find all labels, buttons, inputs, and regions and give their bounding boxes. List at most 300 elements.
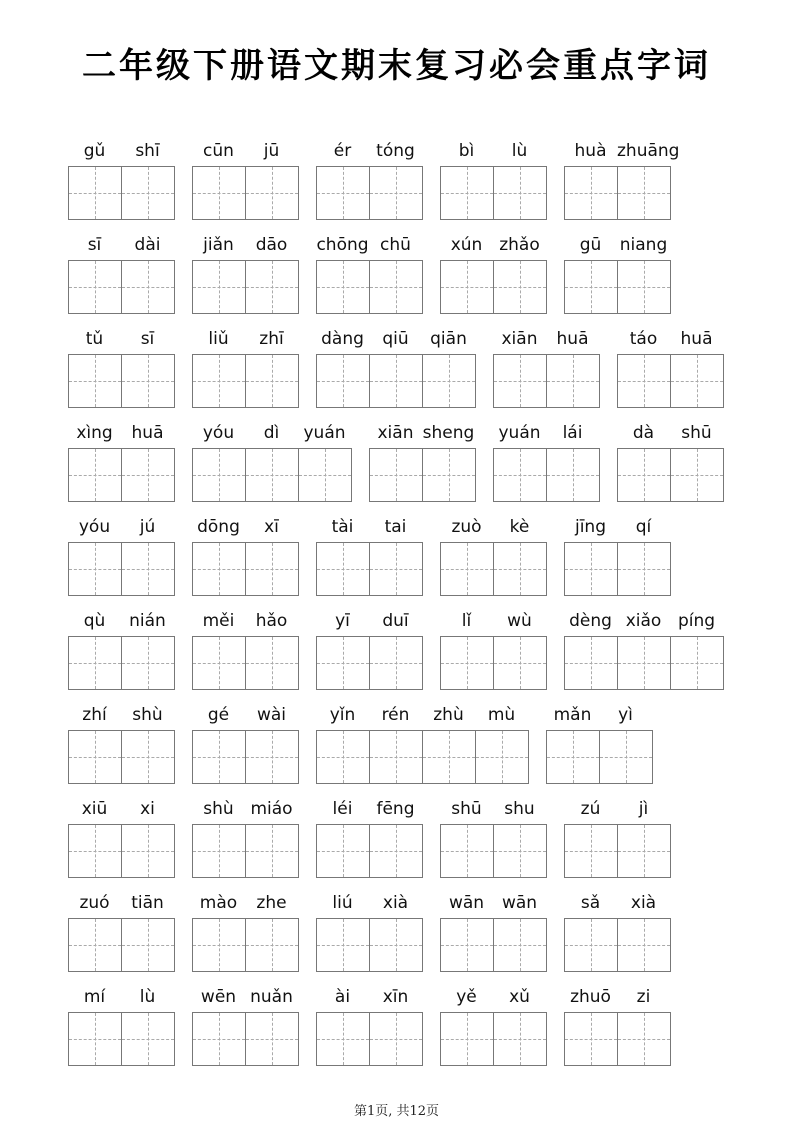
tianzige-box[interactable] <box>193 542 246 596</box>
pinyin-syllable: tóng <box>376 141 415 161</box>
tianzige-box[interactable] <box>618 448 671 502</box>
word-group <box>68 420 175 502</box>
tianzige-box[interactable] <box>494 1012 547 1066</box>
word-group <box>192 514 299 596</box>
tianzige-box[interactable] <box>494 354 547 408</box>
tianzige-box[interactable] <box>547 354 600 408</box>
tianzige-box[interactable] <box>193 1012 246 1066</box>
writing-boxes <box>316 918 423 972</box>
pinyin-syllable: dōng <box>197 517 240 537</box>
pinyin-syllable: fēng <box>376 799 415 819</box>
tianzige-box[interactable] <box>618 354 671 408</box>
tianzige-box[interactable] <box>423 448 476 502</box>
writing-boxes <box>617 448 724 502</box>
tianzige-box[interactable] <box>600 730 653 784</box>
pinyin-line <box>192 138 299 166</box>
tianzige-box[interactable] <box>193 636 246 690</box>
word-group <box>440 984 547 1066</box>
pinyin-line <box>68 984 175 1012</box>
pinyin-syllable: cūn <box>203 141 234 161</box>
word-group <box>546 702 653 784</box>
word-group <box>68 702 175 784</box>
tianzige-box[interactable] <box>423 730 476 784</box>
pinyin-line <box>192 890 299 918</box>
pinyin-syllable: yǐn <box>329 705 356 725</box>
tianzige-box[interactable] <box>618 166 671 220</box>
tianzige-box[interactable] <box>671 636 724 690</box>
writing-boxes <box>440 542 547 596</box>
tianzige-box[interactable] <box>122 542 175 596</box>
tianzige-box[interactable] <box>370 542 423 596</box>
writing-boxes <box>440 166 547 220</box>
word-group <box>68 514 175 596</box>
tianzige-box[interactable] <box>246 448 299 502</box>
tianzige-box[interactable] <box>317 636 370 690</box>
pinyin-syllable: yóu <box>202 423 235 443</box>
pinyin-syllable: dà <box>632 423 655 443</box>
writing-boxes <box>493 448 600 502</box>
tianzige-box[interactable] <box>299 448 352 502</box>
pinyin-syllable: kè <box>509 517 530 537</box>
tianzige-box[interactable] <box>441 918 494 972</box>
tianzige-box[interactable] <box>246 636 299 690</box>
tianzige-box[interactable] <box>547 730 600 784</box>
pinyin-syllable: xià <box>382 893 409 913</box>
pinyin-syllable: huā <box>680 329 713 349</box>
writing-boxes <box>564 542 671 596</box>
page-footer: 第1页, 共12页 <box>353 1104 440 1119</box>
tianzige-box[interactable] <box>69 542 122 596</box>
pinyin-syllable: nuǎn <box>250 987 293 1007</box>
tianzige-box[interactable] <box>317 354 370 408</box>
word-group <box>192 138 299 220</box>
pinyin-syllable: nián <box>129 611 166 631</box>
writing-boxes <box>564 1012 671 1066</box>
word-group <box>493 420 600 502</box>
writing-boxes <box>192 1012 299 1066</box>
tianzige-box[interactable] <box>370 166 423 220</box>
tianzige-box[interactable] <box>246 166 299 220</box>
tianzige-box[interactable] <box>370 918 423 972</box>
pinyin-syllable: yě <box>456 987 477 1007</box>
word-group <box>440 514 547 596</box>
tianzige-box[interactable] <box>122 166 175 220</box>
pinyin-line <box>564 608 724 636</box>
writing-boxes <box>192 730 299 784</box>
tianzige-box[interactable] <box>193 260 246 314</box>
pinyin-syllable: hǎo <box>255 611 288 631</box>
tianzige-box[interactable] <box>246 354 299 408</box>
pinyin-line <box>493 420 600 448</box>
writing-boxes <box>192 542 299 596</box>
pinyin-syllable: yī <box>335 611 350 631</box>
pinyin-syllable: xiǎo <box>625 611 662 631</box>
pinyin-line <box>564 514 671 542</box>
word-group <box>316 232 423 314</box>
tianzige-box[interactable] <box>671 354 724 408</box>
tianzige-box[interactable] <box>246 260 299 314</box>
pinyin-line <box>68 702 175 730</box>
pinyin-line <box>68 514 175 542</box>
tianzige-box[interactable] <box>193 918 246 972</box>
writing-boxes <box>546 730 653 784</box>
writing-boxes <box>68 166 175 220</box>
pinyin-syllable: huā <box>131 423 164 443</box>
word-group <box>316 984 423 1066</box>
writing-boxes <box>316 354 476 408</box>
pinyin-syllable: zhuō <box>570 987 611 1007</box>
tianzige-box[interactable] <box>122 824 175 878</box>
pinyin-syllable: jì <box>638 799 649 819</box>
pinyin-syllable: lǐ <box>461 611 472 631</box>
tianzige-box[interactable] <box>565 918 618 972</box>
pinyin-syllable: dài <box>134 235 161 255</box>
pinyin-syllable: xiū <box>81 799 108 819</box>
pinyin-line <box>316 514 423 542</box>
writing-boxes <box>564 918 671 972</box>
pinyin-syllable: jū <box>263 141 280 161</box>
writing-boxes <box>440 824 547 878</box>
word-group <box>192 326 299 408</box>
pinyin-line <box>192 232 299 260</box>
pinyin-line <box>440 608 547 636</box>
tianzige-box[interactable] <box>565 166 618 220</box>
pinyin-syllable: xīn <box>382 987 409 1007</box>
pinyin-line <box>192 608 299 636</box>
writing-boxes <box>440 1012 547 1066</box>
tianzige-box[interactable] <box>193 354 246 408</box>
pinyin-syllable: niang <box>619 235 668 255</box>
writing-boxes <box>316 730 529 784</box>
pinyin-line <box>68 890 175 918</box>
tianzige-box[interactable] <box>246 1012 299 1066</box>
pinyin-syllable: tài <box>331 517 354 537</box>
pinyin-line <box>192 702 299 730</box>
pinyin-syllable: lù <box>139 987 156 1007</box>
pinyin-syllable: shu <box>504 799 535 819</box>
tianzige-box[interactable] <box>246 730 299 784</box>
pinyin-line <box>316 608 423 636</box>
pinyin-syllable: xià <box>630 893 657 913</box>
tianzige-box[interactable] <box>69 1012 122 1066</box>
tianzige-box[interactable] <box>618 918 671 972</box>
tianzige-box[interactable] <box>618 636 671 690</box>
tianzige-box[interactable] <box>441 542 494 596</box>
writing-boxes <box>68 542 175 596</box>
word-group <box>68 890 175 972</box>
pinyin-line <box>316 232 423 260</box>
pinyin-syllable: yì <box>618 705 633 725</box>
word-group <box>440 608 547 690</box>
tianzige-box[interactable] <box>69 354 122 408</box>
tianzige-box[interactable] <box>618 1012 671 1066</box>
pinyin-syllable: chū <box>380 235 411 255</box>
writing-boxes <box>68 1012 175 1066</box>
tianzige-box[interactable] <box>494 542 547 596</box>
writing-boxes <box>440 636 547 690</box>
pinyin-syllable: wài <box>256 705 287 725</box>
writing-boxes <box>369 448 476 502</box>
word-group <box>564 890 671 972</box>
word-group <box>369 420 476 502</box>
writing-boxes <box>68 824 175 878</box>
tianzige-box[interactable] <box>494 166 547 220</box>
pinyin-syllable: zuò <box>451 517 482 537</box>
pinyin-syllable: zhuāng <box>617 141 680 161</box>
word-group <box>68 608 175 690</box>
pinyin-syllable: shù <box>203 799 234 819</box>
pinyin-line <box>440 514 547 542</box>
pinyin-line <box>316 138 423 166</box>
word-group <box>192 608 299 690</box>
word-group <box>564 796 671 878</box>
pinyin-syllable: táo <box>629 329 658 349</box>
tianzige-box[interactable] <box>122 354 175 408</box>
tianzige-box[interactable] <box>618 542 671 596</box>
tianzige-box[interactable] <box>370 636 423 690</box>
pinyin-line <box>316 326 476 354</box>
writing-boxes <box>617 354 724 408</box>
writing-boxes <box>68 260 175 314</box>
pinyin-syllable: huà <box>574 141 607 161</box>
pinyin-syllable: shū <box>451 799 482 819</box>
word-group <box>316 608 423 690</box>
tianzige-box[interactable] <box>69 636 122 690</box>
writing-boxes <box>192 354 299 408</box>
pinyin-line <box>316 890 423 918</box>
tianzige-box[interactable] <box>122 636 175 690</box>
pinyin-syllable: lù <box>511 141 528 161</box>
pinyin-line <box>192 420 352 448</box>
word-group <box>564 138 680 220</box>
writing-boxes <box>68 636 175 690</box>
pinyin-syllable: zú <box>580 799 601 819</box>
writing-boxes <box>564 260 671 314</box>
pinyin-syllable: shù <box>132 705 163 725</box>
tianzige-box[interactable] <box>246 824 299 878</box>
word-group <box>564 232 671 314</box>
tianzige-box[interactable] <box>441 1012 494 1066</box>
pinyin-syllable: xún <box>450 235 483 255</box>
word-group <box>564 608 724 690</box>
writing-boxes <box>564 636 724 690</box>
pinyin-syllable: sheng <box>422 423 475 443</box>
word-group <box>440 232 547 314</box>
tianzige-box[interactable] <box>122 918 175 972</box>
pinyin-line <box>316 796 423 824</box>
tianzige-box[interactable] <box>441 636 494 690</box>
word-group <box>192 702 299 784</box>
tianzige-box[interactable] <box>370 1012 423 1066</box>
tianzige-box[interactable] <box>494 824 547 878</box>
tianzige-box[interactable] <box>565 260 618 314</box>
pinyin-syllable: shū <box>681 423 712 443</box>
writing-boxes <box>192 260 299 314</box>
pinyin-syllable: shī <box>135 141 160 161</box>
pinyin-syllable: píng <box>677 611 716 631</box>
tianzige-box[interactable] <box>565 542 618 596</box>
tianzige-box[interactable] <box>565 1012 618 1066</box>
tianzige-box[interactable] <box>618 260 671 314</box>
tianzige-box[interactable] <box>565 636 618 690</box>
word-group <box>564 984 671 1066</box>
tianzige-box[interactable] <box>193 448 246 502</box>
word-group <box>316 514 423 596</box>
pinyin-syllable: gū <box>579 235 602 255</box>
pinyin-syllable: tǔ <box>85 329 104 349</box>
writing-boxes <box>316 824 423 878</box>
pinyin-syllable: xī <box>264 517 279 537</box>
word-group <box>493 326 600 408</box>
writing-boxes <box>192 448 352 502</box>
tianzige-box[interactable] <box>317 1012 370 1066</box>
pinyin-syllable: yuán <box>498 423 541 443</box>
pinyin-syllable: lái <box>562 423 583 443</box>
pinyin-line <box>564 890 671 918</box>
word-group <box>192 796 299 878</box>
pinyin-syllable: chōng <box>316 235 369 255</box>
pinyin-syllable: měi <box>202 611 235 631</box>
pinyin-syllable: gǔ <box>83 141 106 161</box>
tianzige-box[interactable] <box>441 824 494 878</box>
pinyin-line <box>440 232 547 260</box>
tianzige-box[interactable] <box>671 448 724 502</box>
tianzige-box[interactable] <box>193 824 246 878</box>
pinyin-syllable: qiān <box>430 329 467 349</box>
word-group <box>440 138 547 220</box>
word-group <box>316 702 529 784</box>
pinyin-syllable: huā <box>556 329 589 349</box>
pinyin-syllable: yóu <box>78 517 111 537</box>
pinyin-syllable: léi <box>332 799 353 819</box>
tianzige-box[interactable] <box>317 260 370 314</box>
word-group <box>440 796 547 878</box>
pinyin-line <box>564 138 680 166</box>
pinyin-syllable: liú <box>332 893 353 913</box>
tianzige-box[interactable] <box>370 448 423 502</box>
word-group <box>617 326 724 408</box>
writing-boxes <box>564 166 671 220</box>
tianzige-box[interactable] <box>494 260 547 314</box>
word-group <box>192 984 299 1066</box>
page-title: 二年级下册语文期末复习必会重点字词 <box>82 46 711 86</box>
tianzige-box[interactable] <box>441 166 494 220</box>
pinyin-syllable: sī <box>140 329 155 349</box>
tianzige-box[interactable] <box>317 730 370 784</box>
tianzige-box[interactable] <box>370 354 423 408</box>
tianzige-box[interactable] <box>370 824 423 878</box>
pinyin-syllable: miáo <box>250 799 293 819</box>
word-group <box>564 514 671 596</box>
tianzige-box[interactable] <box>476 730 529 784</box>
tianzige-box[interactable] <box>317 824 370 878</box>
pinyin-syllable: xi <box>140 799 155 819</box>
tianzige-box[interactable] <box>317 918 370 972</box>
pinyin-syllable: sǎ <box>580 893 601 913</box>
pinyin-line <box>564 796 671 824</box>
tianzige-box[interactable] <box>193 166 246 220</box>
pinyin-line <box>192 796 299 824</box>
pinyin-syllable: zhǎo <box>499 235 540 255</box>
pinyin-line <box>493 326 600 354</box>
writing-boxes <box>564 824 671 878</box>
tianzige-box[interactable] <box>494 636 547 690</box>
pinyin-line <box>617 326 724 354</box>
tianzige-box[interactable] <box>69 448 122 502</box>
pinyin-syllable: dàng <box>321 329 364 349</box>
tianzige-box[interactable] <box>441 260 494 314</box>
pinyin-line <box>192 326 299 354</box>
pinyin-syllable: jīng <box>574 517 606 537</box>
word-group <box>316 138 423 220</box>
pinyin-syllable: zhí <box>82 705 107 725</box>
tianzige-box[interactable] <box>246 542 299 596</box>
pinyin-syllable: yuán <box>303 423 346 443</box>
pinyin-syllable: wān <box>448 893 485 913</box>
word-group <box>316 326 476 408</box>
pinyin-syllable: zi <box>636 987 651 1007</box>
tianzige-box[interactable] <box>122 448 175 502</box>
tianzige-box[interactable] <box>317 542 370 596</box>
tianzige-box[interactable] <box>246 918 299 972</box>
tianzige-box[interactable] <box>69 824 122 878</box>
pinyin-syllable: mù <box>487 705 516 725</box>
tianzige-box[interactable] <box>69 166 122 220</box>
tianzige-box[interactable] <box>122 730 175 784</box>
tianzige-box[interactable] <box>370 260 423 314</box>
tianzige-box[interactable] <box>547 448 600 502</box>
pinyin-syllable: jú <box>139 517 156 537</box>
tianzige-box[interactable] <box>423 354 476 408</box>
tianzige-box[interactable] <box>122 1012 175 1066</box>
pinyin-line <box>68 326 175 354</box>
pinyin-syllable: jiǎn <box>203 235 234 255</box>
pinyin-syllable: zhe <box>256 893 287 913</box>
pinyin-syllable: mǎn <box>553 705 592 725</box>
pinyin-syllable: xiān <box>377 423 414 443</box>
tianzige-box[interactable] <box>69 730 122 784</box>
tianzige-box[interactable] <box>370 730 423 784</box>
tianzige-box[interactable] <box>122 260 175 314</box>
writing-boxes <box>493 354 600 408</box>
tianzige-box[interactable] <box>494 448 547 502</box>
word-group <box>617 420 724 502</box>
tianzige-box[interactable] <box>193 730 246 784</box>
pinyin-syllable: mí <box>83 987 106 1007</box>
pinyin-line <box>316 984 423 1012</box>
tianzige-box[interactable] <box>69 260 122 314</box>
tianzige-box[interactable] <box>565 824 618 878</box>
word-group <box>68 326 175 408</box>
pinyin-syllable: gé <box>207 705 230 725</box>
pinyin-syllable: rén <box>381 705 410 725</box>
pinyin-syllable: xǔ <box>509 987 530 1007</box>
word-group <box>316 796 423 878</box>
writing-boxes <box>440 260 547 314</box>
tianzige-box[interactable] <box>317 166 370 220</box>
pinyin-syllable: dèng <box>569 611 612 631</box>
tianzige-box[interactable] <box>618 824 671 878</box>
pinyin-line <box>192 514 299 542</box>
writing-boxes <box>316 1012 423 1066</box>
pinyin-line <box>440 984 547 1012</box>
word-group <box>68 984 175 1066</box>
pinyin-syllable: tai <box>384 517 407 537</box>
tianzige-box[interactable] <box>494 918 547 972</box>
pinyin-line <box>68 232 175 260</box>
pinyin-syllable: wēn <box>200 987 237 1007</box>
tianzige-box[interactable] <box>69 918 122 972</box>
